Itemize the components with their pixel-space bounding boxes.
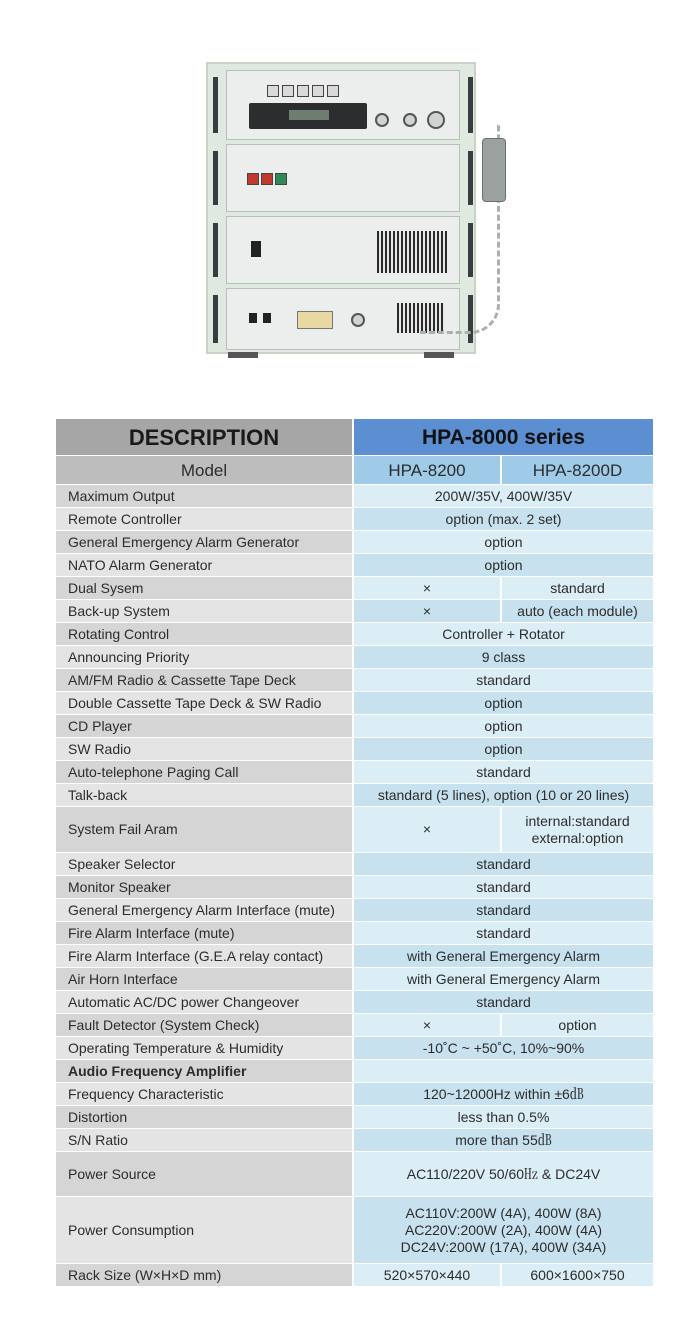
row-value: 120~12000Hz within ±6㏈ (353, 1083, 653, 1106)
tone-knob (403, 113, 417, 127)
row-value: 9 class (353, 646, 653, 669)
row-value: more than 55㏈ (353, 1129, 653, 1152)
row-value: option (max. 2 set) (353, 508, 653, 531)
table-row (56, 922, 653, 945)
row-value-8200: 520×570×440 (353, 1264, 501, 1287)
row-value-8200: × (353, 600, 501, 623)
row-label: CD Player (56, 715, 353, 738)
row-value-8200: × (353, 807, 501, 853)
row-value: -10˚C ~ +50˚C, 10%~90% (353, 1037, 653, 1060)
row-value-8200: × (353, 1014, 501, 1037)
table-row (56, 853, 653, 876)
row-value: Controller + Rotator (353, 623, 653, 646)
table-row (56, 1037, 653, 1060)
row-value-8200d: 600×1600×750 (501, 1264, 653, 1287)
row-value: standard (353, 669, 653, 692)
volume-knob (375, 113, 389, 127)
row-label: Distortion (56, 1106, 353, 1129)
row-value-8200: × (353, 577, 501, 600)
table-row (56, 669, 653, 692)
row-value-8200d: option (501, 1014, 653, 1037)
specification-table (56, 419, 653, 1287)
level-meter (297, 311, 333, 329)
row-value-line: AC220V:200W (2A), 400W (4A) (404, 1221, 603, 1238)
row-label: Auto-telephone Paging Call (56, 761, 353, 784)
table-row (56, 761, 653, 784)
row-value: standard (353, 853, 653, 876)
row-label: SW Radio (56, 738, 353, 761)
row-value: standard (353, 991, 653, 1014)
row-label: System Fail Aram (56, 807, 353, 853)
table-row (56, 945, 653, 968)
table-row (56, 531, 653, 554)
table-row (56, 1083, 653, 1106)
row-value: option (353, 738, 653, 761)
section-row (56, 1060, 653, 1083)
table-row (56, 738, 653, 761)
table-row (56, 554, 653, 577)
model-hpa-8200d: HPA-8200D (501, 456, 653, 485)
model-row (56, 456, 653, 485)
row-label: General Emergency Alarm Interface (mute) (56, 899, 353, 922)
table-row (56, 807, 653, 853)
model-label: Model (56, 456, 353, 485)
row-value: standard (353, 876, 653, 899)
row-label: Monitor Speaker (56, 876, 353, 899)
row-label: AM/FM Radio & Cassette Tape Deck (56, 669, 353, 692)
row-label: Power Source (56, 1152, 353, 1197)
row-label: Remote Controller (56, 508, 353, 531)
row-label: Fire Alarm Interface (mute) (56, 922, 353, 945)
table-row (56, 485, 653, 508)
row-label: Automatic AC/DC power Changeover (56, 991, 353, 1014)
table-row (56, 1152, 653, 1197)
description-header: DESCRIPTION (56, 419, 353, 456)
model-hpa-8200: HPA-8200 (353, 456, 501, 485)
row-label: Talk-back (56, 784, 353, 807)
table-row (56, 577, 653, 600)
table-row (56, 784, 653, 807)
row-value-line: AC110V:200W (4A), 400W (8A) (405, 1204, 602, 1221)
row-value-8200d: standard (501, 577, 653, 600)
table-row (56, 508, 653, 531)
row-value: standard (353, 761, 653, 784)
table-row (56, 600, 653, 623)
row-value: standard (353, 899, 653, 922)
row-label: Rotating Control (56, 623, 353, 646)
row-value-8200d: auto (each module) (501, 600, 653, 623)
row-label: Fire Alarm Interface (G.E.A relay contact) (56, 945, 353, 968)
row-label: Maximum Output (56, 485, 353, 508)
row-label: Speaker Selector (56, 853, 353, 876)
table-row (56, 1106, 653, 1129)
table-row (56, 968, 653, 991)
series-header: HPA-8000 series (353, 419, 653, 456)
table-row (56, 991, 653, 1014)
microphone (482, 138, 506, 202)
table-row (56, 1129, 653, 1152)
row-value-8200d (501, 807, 653, 853)
table-row (56, 715, 653, 738)
row-label: Fault Detector (System Check) (56, 1014, 353, 1037)
row-value: option (353, 531, 653, 554)
table-row (56, 1197, 653, 1264)
row-value: standard (5 lines), option (10 or 20 lines) (353, 784, 653, 807)
row-value: standard (353, 922, 653, 945)
table-row (56, 1014, 653, 1037)
row-label: Air Horn Interface (56, 968, 353, 991)
power-knob (351, 313, 365, 327)
row-label: Frequency Characteristic (56, 1083, 353, 1106)
table-row (56, 899, 653, 922)
row-label: NATO Alarm Generator (56, 554, 353, 577)
table-row (56, 692, 653, 715)
row-label: Power Consumption (56, 1197, 353, 1264)
row-value-line: DC24V:200W (17A), 400W (34A) (400, 1238, 607, 1255)
row-label: Double Cassette Tape Deck & SW Radio (56, 692, 353, 715)
section-label: Audio Frequency Amplifier (56, 1060, 353, 1083)
row-value-line: internal:standard (525, 812, 630, 829)
section-value (353, 1060, 653, 1083)
row-value: option (353, 554, 653, 577)
row-value: AC110/220V 50/60㎐ & DC24V (353, 1152, 653, 1197)
row-label: General Emergency Alarm Generator (56, 531, 353, 554)
row-value: less than 0.5% (353, 1106, 653, 1129)
row-value: with General Emergency Alarm (353, 945, 653, 968)
table-row (56, 646, 653, 669)
row-value: option (353, 715, 653, 738)
cassette-deck (249, 103, 367, 129)
table-row (56, 1264, 653, 1287)
row-value: 200W/35V, 400W/35V (353, 485, 653, 508)
row-label: Back-up System (56, 600, 353, 623)
product-photo (200, 58, 510, 368)
row-label: Rack Size (W×H×D mm) (56, 1264, 353, 1287)
row-value-line: external:option (531, 829, 624, 846)
row-label: S/N Ratio (56, 1129, 353, 1152)
row-label: Dual Sysem (56, 577, 353, 600)
row-value (353, 1197, 653, 1264)
table-row (56, 876, 653, 899)
row-value: option (353, 692, 653, 715)
row-label: Operating Temperature & Humidity (56, 1037, 353, 1060)
row-value: with General Emergency Alarm (353, 968, 653, 991)
table-header (56, 419, 653, 456)
row-label: Announcing Priority (56, 646, 353, 669)
table-row (56, 623, 653, 646)
